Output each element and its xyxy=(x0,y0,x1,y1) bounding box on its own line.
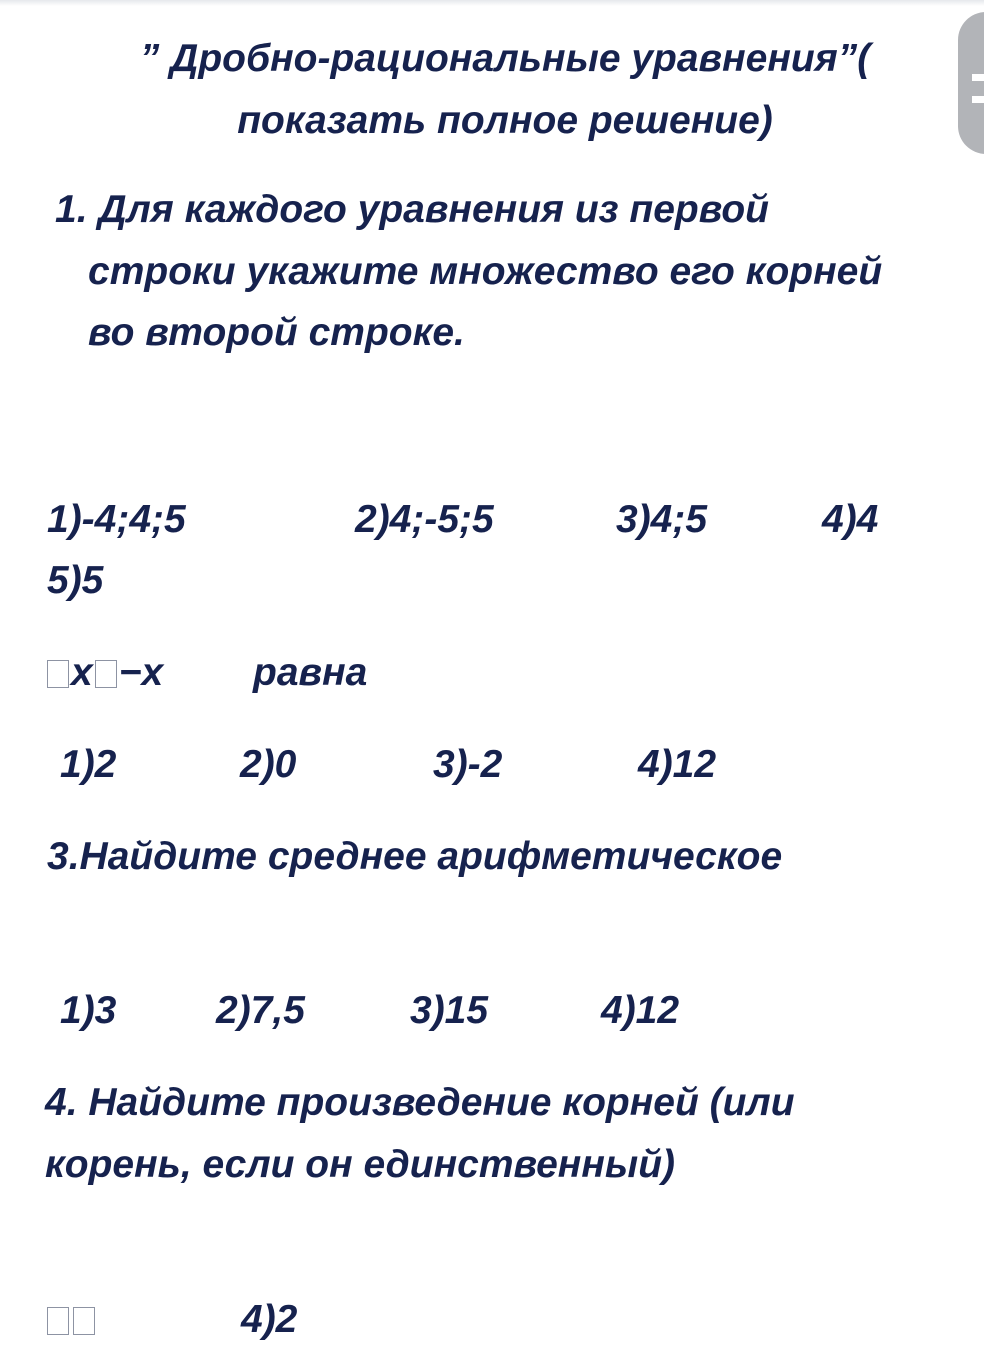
task4-missing-glyphs xyxy=(45,1300,97,1339)
task2-expr-minus-x: −x xyxy=(118,651,164,694)
task4-option-4: 4)2 xyxy=(241,1298,298,1341)
task2-expr-x: x xyxy=(71,651,93,694)
task3-option-3: 3)15 xyxy=(410,989,489,1032)
task1-text-line-1: 1. Для каждого уравнения из первой xyxy=(55,188,769,231)
task1-option-1: 1)-4;4;5 xyxy=(47,498,186,541)
task2-expression xyxy=(45,653,163,692)
task2-option-4: 4)12 xyxy=(638,743,717,786)
missing-glyph-box xyxy=(47,660,69,688)
top-edge-shadow xyxy=(0,0,984,6)
task4-text-line-2: корень, если он единственный) xyxy=(45,1143,675,1186)
task1-text-line-2: строки укажите множество его корней xyxy=(88,250,883,293)
page-title-line-2: показать полное решение) xyxy=(237,99,773,142)
task2-option-3: 3)-2 xyxy=(433,743,503,786)
missing-glyph-box xyxy=(95,660,117,688)
page-title-line-1: ” Дробно-рациональные уравнения”( xyxy=(139,37,871,80)
task1-option-5: 5)5 xyxy=(47,559,104,602)
task3-option-1: 1)3 xyxy=(60,989,117,1032)
task1-option-3: 3)4;5 xyxy=(616,498,708,541)
task3-option-2: 2)7,5 xyxy=(216,989,305,1032)
task2-option-2: 2)0 xyxy=(240,743,297,786)
task2-option-1: 1)2 xyxy=(60,743,117,786)
task3-option-4: 4)12 xyxy=(601,989,680,1032)
task3-text: 3.Найдите среднее арифметическое xyxy=(47,835,783,878)
missing-glyph-box xyxy=(73,1307,95,1335)
task4-text-line-1: 4. Найдите произведение корней (или xyxy=(45,1081,795,1124)
task1-text-line-3: во второй строке. xyxy=(88,311,465,354)
task1-option-2: 2)4;-5;5 xyxy=(355,498,494,541)
missing-glyph-box xyxy=(47,1307,69,1335)
task1-option-4: 4)4 xyxy=(822,498,879,541)
task2-equals-text: равна xyxy=(253,651,368,694)
